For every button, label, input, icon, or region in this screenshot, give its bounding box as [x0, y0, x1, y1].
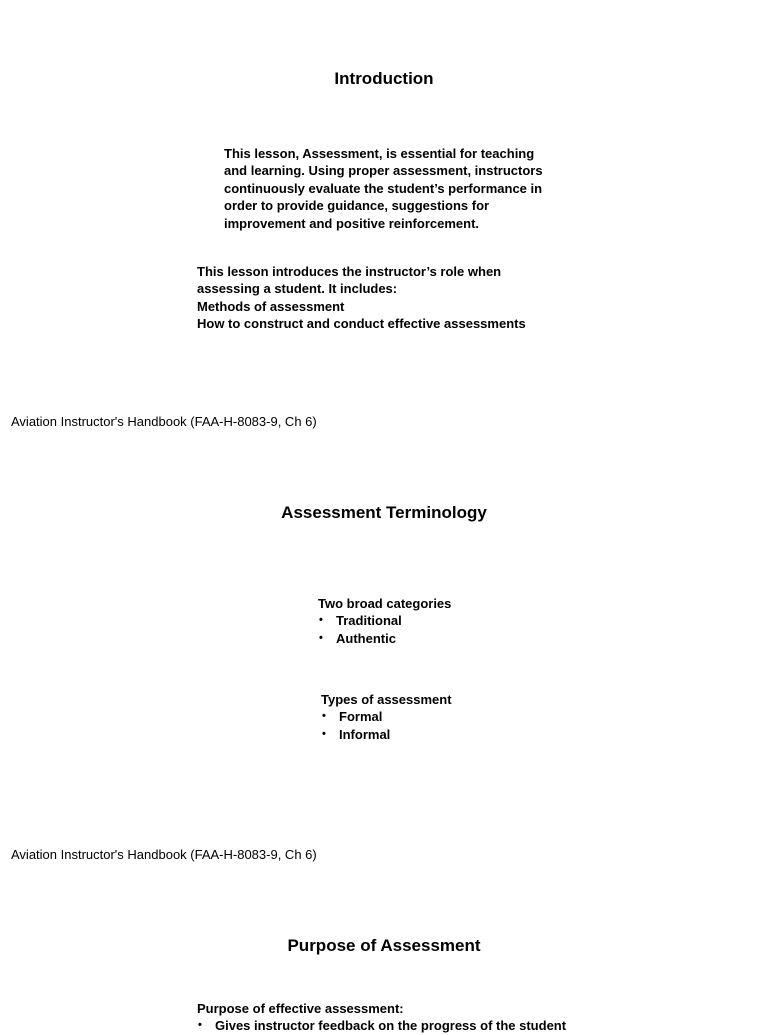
slide-title: Assessment Terminology — [281, 503, 487, 522]
bullet-icon: • — [319, 614, 323, 627]
list-item: • Gives instructor feedback on the progress of the student — [198, 1018, 567, 1034]
includes-item: Methods of assessment — [197, 298, 345, 314]
categories-list — [318, 612, 518, 646]
slide-title: Introduction — [334, 69, 434, 88]
bullet-icon: • — [198, 1019, 202, 1032]
source-footer: Aviation Instructor's Handbook (FAA-H-8083-9, Ch 6) — [11, 414, 317, 429]
types-list — [321, 708, 521, 742]
purpose-block — [197, 1000, 597, 1035]
bullet-icon: • — [319, 631, 323, 644]
intro-includes-block — [197, 263, 567, 333]
purpose-heading: Purpose of effective assessment: — [197, 1001, 404, 1016]
categories-block — [318, 595, 518, 647]
source-footer: Aviation Instructor's Handbook (FAA-H-8083-9, Ch 6) — [11, 847, 317, 862]
includes-intro-text: This lesson introduces the instructor’s role when assessing a student. It includes: — [197, 264, 502, 297]
list-item: • Authentic — [319, 630, 396, 646]
types-heading: Types of assessment — [321, 692, 452, 707]
purpose-list — [197, 1017, 597, 1034]
list-item: • Formal — [322, 709, 383, 725]
bullet-icon: • — [322, 727, 326, 740]
slide-title: Purpose of Assessment — [287, 936, 481, 955]
intro-paragraph: This lesson, Assessment, is essential for teaching and learning. Using proper assessment, instructors continuously evaluate the student’s performance in order to provide guidance, suggestions for improvement and positive reinforcement. — [224, 146, 543, 231]
list-item: • Informal — [322, 726, 391, 742]
types-block — [321, 691, 521, 743]
categories-heading: Two broad categories — [318, 596, 452, 611]
list-item: • Traditional — [319, 613, 402, 629]
includes-item: How to construct and conduct effective assessments — [197, 316, 526, 332]
bullet-icon: • — [322, 710, 326, 723]
